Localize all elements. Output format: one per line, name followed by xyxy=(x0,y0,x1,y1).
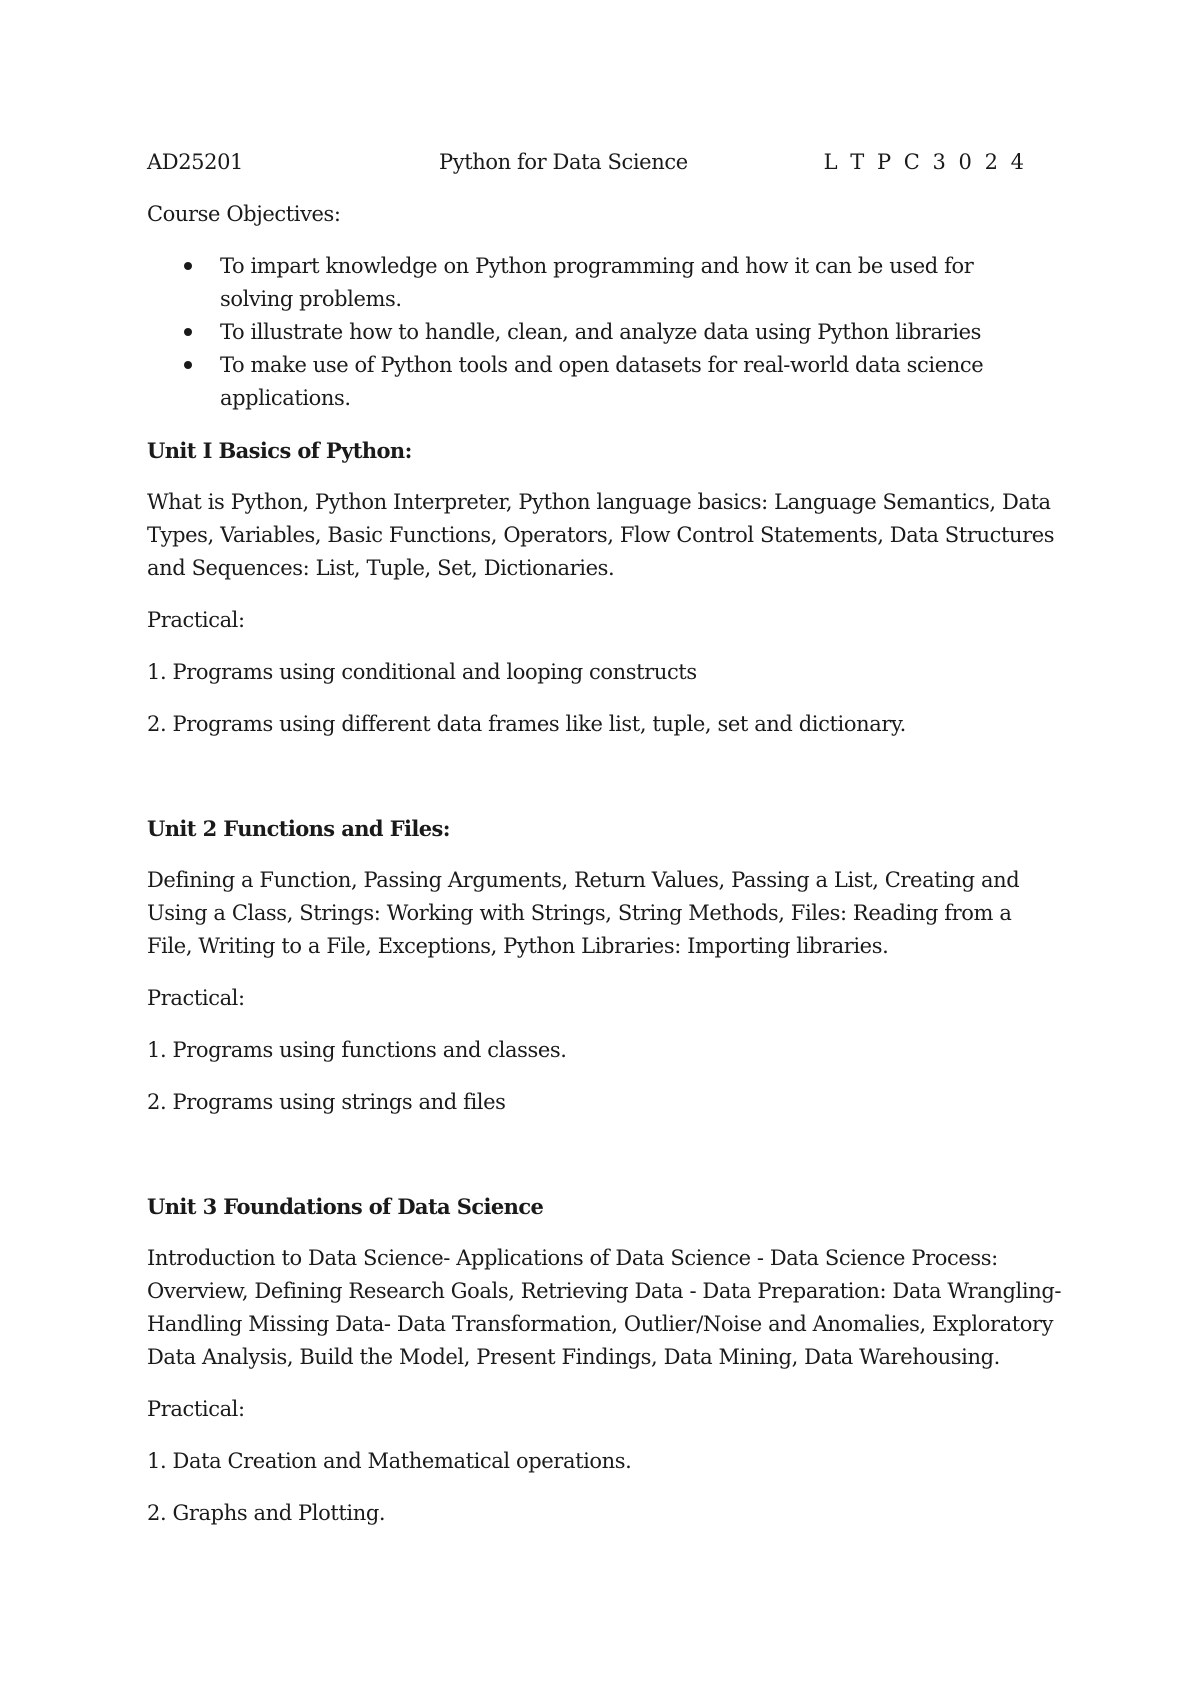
unit-body: Introduction to Data Science- Applications of Data Science - Data Science Process: Overview, Defining Research Goals, Retrieving Data - Data Preparation: Data Wrangling- Handling Missing Data- Data Transformation, Outlier/Noise and Anomalies, Exploratory Data Analysis, Build the Model, Present Findings, Data Mining, Data Warehousing. xyxy=(147,1246,1062,1369)
objective-text: To impart knowledge on Python programming and how it can be used for solving problems. xyxy=(220,254,974,311)
bullet-icon xyxy=(184,262,192,270)
unit-body: What is Python, Python Interpreter, Python language basics: Language Semantics, Data Types, Variables, Basic Functions, Operators, Flow Control Statements, Data Structures and Sequences: List, Tuple, Set, Dictionaries. xyxy=(147,490,1055,580)
unit-heading: Unit 2 Functions and Files: xyxy=(147,816,450,841)
unit-heading: Unit 3 Foundations of Data Science xyxy=(147,1194,544,1219)
practical-label: Practical: xyxy=(147,1397,245,1421)
course-title: Python for Data Science xyxy=(439,150,688,174)
objective-text: To make use of Python tools and open datasets for real-world data science applications. xyxy=(220,353,984,410)
section-spacer xyxy=(147,760,1062,812)
objective-item xyxy=(147,349,1062,415)
course-code: AD25201 xyxy=(147,150,244,174)
bullet-icon xyxy=(184,361,192,369)
objective-text: To illustrate how to handle, clean, and analyze data using Python libraries xyxy=(220,320,981,344)
practical-item: 1. Data Creation and Mathematical operations. xyxy=(147,1449,632,1473)
document-content xyxy=(147,146,1062,1549)
practical-item: 2. Graphs and Plotting. xyxy=(147,1501,386,1525)
objective-item xyxy=(147,316,1062,349)
unit-3-section xyxy=(147,1190,1062,1530)
course-header xyxy=(147,146,1062,179)
practical-item: 2. Programs using different data frames like list, tuple, set and dictionary. xyxy=(147,712,906,736)
practical-item: 1. Programs using conditional and looping constructs xyxy=(147,660,697,684)
objectives-label: Course Objectives: xyxy=(147,202,341,226)
unit-heading: Unit I Basics of Python: xyxy=(147,438,412,463)
objectives-list xyxy=(147,250,1062,415)
objective-item xyxy=(147,250,1062,316)
unit-1-section xyxy=(147,434,1062,741)
practical-item: 1. Programs using functions and classes. xyxy=(147,1038,567,1062)
unit-2-section xyxy=(147,812,1062,1119)
course-ltpc: L T P C 3 0 2 4 xyxy=(823,150,1027,174)
practical-label: Practical: xyxy=(147,608,245,632)
unit-body: Defining a Function, Passing Arguments, Return Values, Passing a List, Creating and Using a Class, Strings: Working with Strings, String Methods, Files: Reading from a File, Writing to a File, Exceptions, Python Libraries: Importing libraries. xyxy=(147,868,1020,958)
bullet-icon xyxy=(184,328,192,336)
practical-item: 2. Programs using strings and files xyxy=(147,1090,506,1114)
practical-label: Practical: xyxy=(147,986,245,1010)
section-spacer xyxy=(147,1138,1062,1190)
